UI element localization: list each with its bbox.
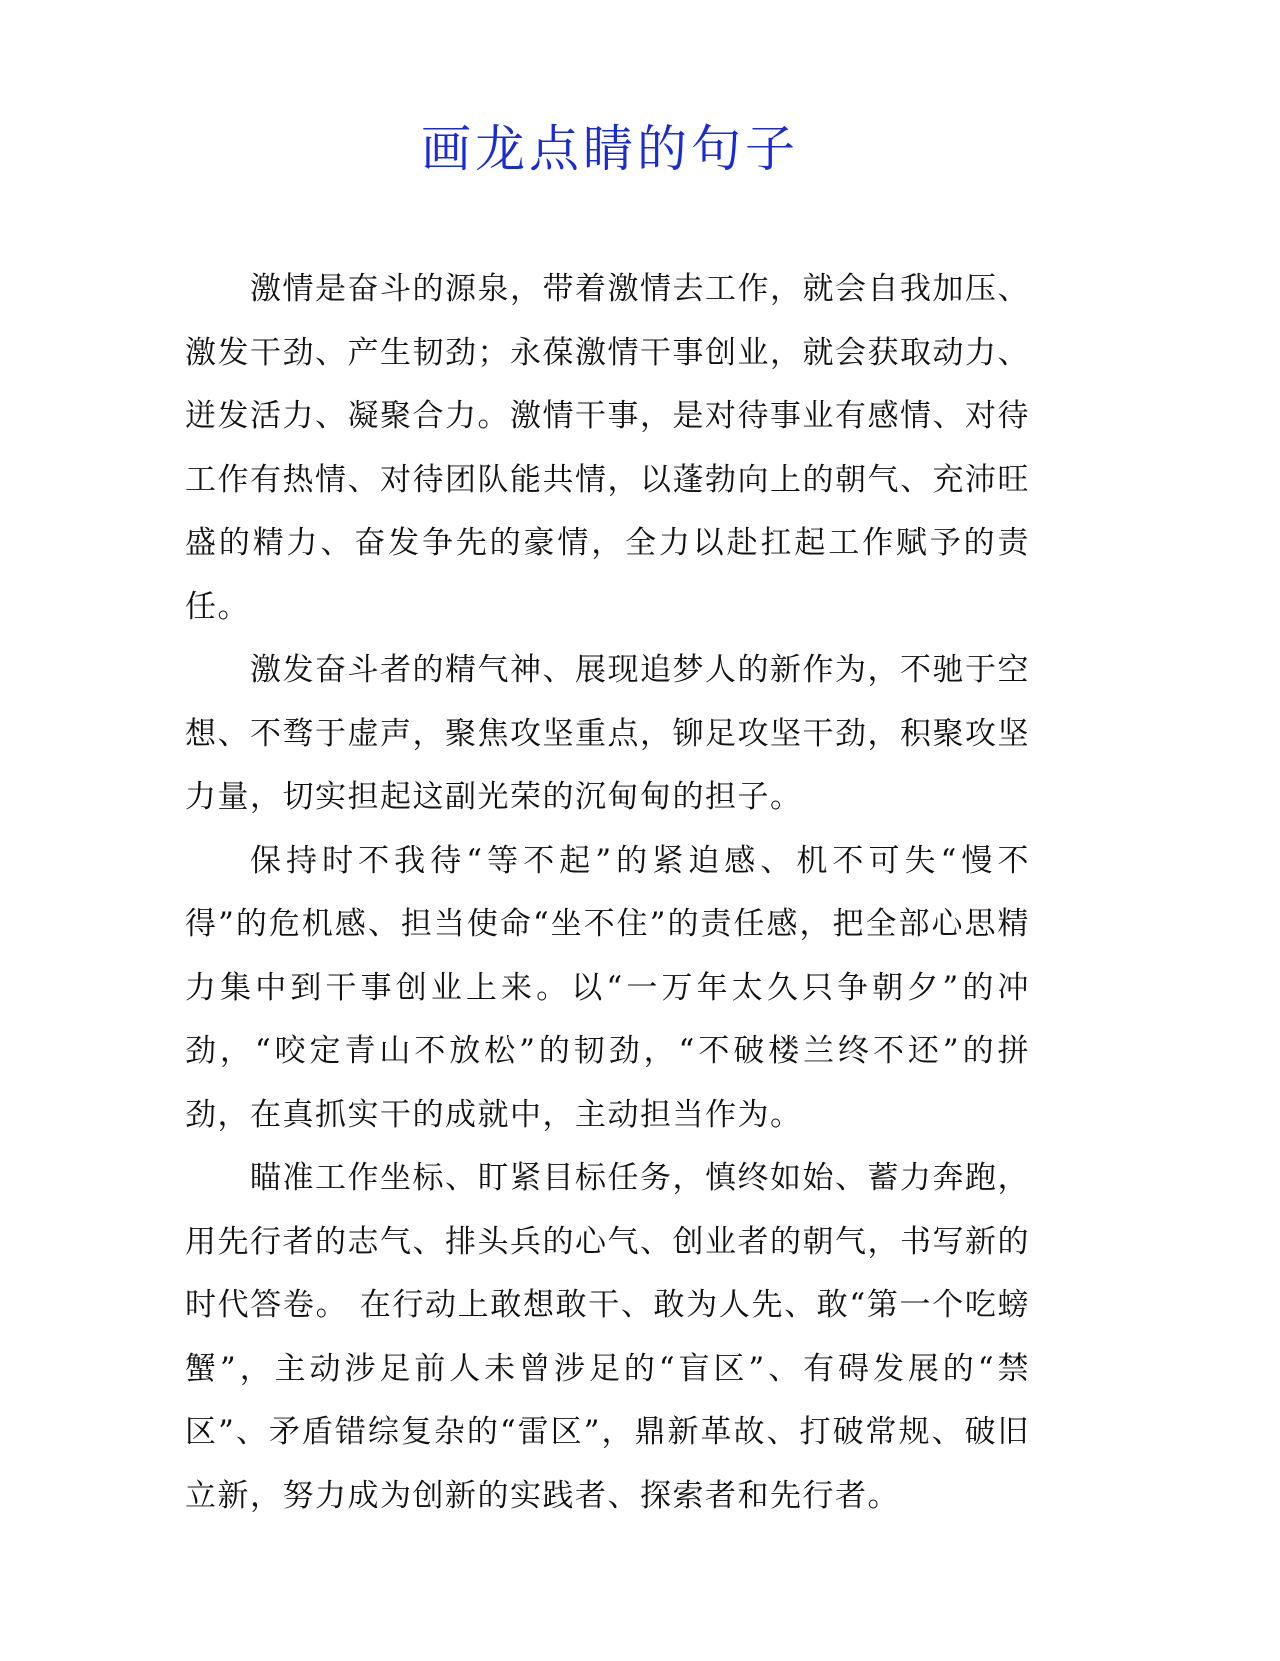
paragraph-1: 激情是奋斗的源泉，带着激情去工作，就会自我加压、激发干劲、产生韧劲；永葆激情干事创业，就会获取动力、迸发活力、凝聚合力。激情干事，是对待事业有感情、对待工作有热情、对待团队能共情，以蓬勃向上的朝气、充沛旺盛的精力、奋发争先的豪情，全力以赴扛起工作赋予的责任。 <box>185 271 1030 625</box>
paragraph-4: 瞄准工作坐标、盯紧目标任务，慎终如始、蓄力奔跑，用先行者的志气、排头兵的心气、创业者的朝气，书写新的时代答卷。 在行动上敢想敢干、敢为人先、敢“第一个吃螃蟹”，主动涉足前人未曾涉足的“盲区”、有碍发展的“禁区”、矛盾错综复杂的“雷区”，鼎新革故、打破常规、破旧立新，努力成为创新的实践者、探索者和先行者。 <box>185 1160 1030 1514</box>
paragraph-2: 激发奋斗者的精气神、展现追梦人的新作为，不驰于空想、不骛于虚声，聚焦攻坚重点，铆足攻坚干劲，积聚攻坚力量，切实担起这副光荣的沉甸甸的担子。 <box>185 652 1030 815</box>
document-body <box>185 258 1030 1528</box>
document-title: 画龙点睛的句子 <box>421 120 799 178</box>
paragraph-3: 保持时不我待“等不起”的紧迫感、机不可失“慢不得”的危机感、担当使命“坐不住”的责任感，把全部心思精力集中到干事创业上来。以“一万年太久只争朝夕”的冲劲，“咬定青山不放松”的韧劲，“不破楼兰终不还”的拼劲，在真抓实干的成就中，主动担当作为。 <box>185 842 1030 1133</box>
